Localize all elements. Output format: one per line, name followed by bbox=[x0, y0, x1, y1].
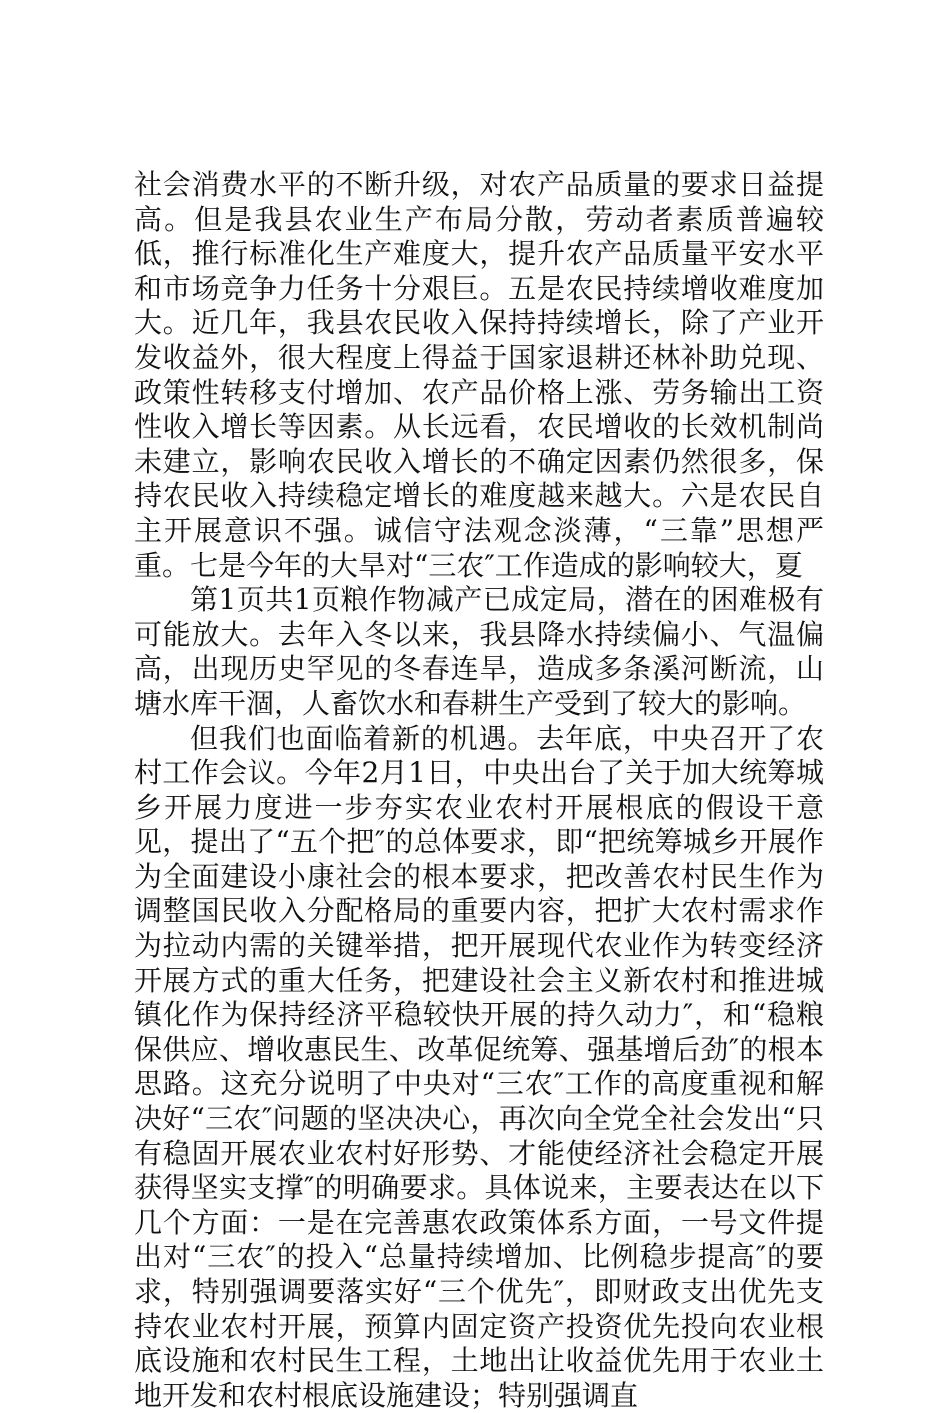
paragraph-new-opportunities: 但我们也面临着新的机遇。去年底，中央召开了农村工作会议。今年2月1日，中央出台了关于加大统筹城乡开展力度进一步夯实农业农村开展根底的假设干意见，提出了“五个把″的总体要求，即“把统筹城乡开展作为全面建设小康社会的根本要求，把改善农村民生作为调整国民收入分配格局的重要内容，把扩大农村需求作为拉动内需的关键举措，把开展现代农业作为转变经济开展方式的重大任务，把建设社会主义新农村和推进城镇化作为保持经济平稳较快开展的持久动力″，和“稳粮保供应、增收惠民生、改革促统筹、强基增后劲″的根本思路。这充分说明了中央对“三农″工作的高度重视和解决好“三农″问题的坚决决心，再次向全党全社会发出“只有稳固开展农业农村好形势、才能使经济社会稳定开展获得坚实支撑″的明确要求。具体说来，主要表达在以下几个方面：一是在完善惠农政策体系方面，一号文件提出对“三农″的投入“总量持续增加、比例稳步提高″的要求，特别强调要落实好“三个优先″，即财政支出优先支持农业农村开展，预算内固定资产投资优先投向农业根底设施和农村民生工程，土地出让收益优先用于农业土地开发和农村根底设施建设；特别强调直 bbox=[134, 722, 824, 1413]
paragraph-continuation: 社会消费水平的不断升级，对农产品质量的要求日益提高。但是我县农业生产布局分散，劳动者素质普遍较低，推行标准化生产难度大，提升农产品质量平安水平和市场竞争力任务十分艰巨。五是农民持续增收难度加大。近几年，我县农民收入保持持续增长，除了产业开发收益外，很大程度上得益于国家退耕还林补助兑现、政策性转移支付增加、农产品价格上涨、劳务输出工资性收入增长等因素。从长远看，农民增收的长效机制尚未建立，影响农民收入增长的不确定因素仍然很多，保持农民收入持续稳定增长的难度越来越大。六是农民自主开展意识不强。诚信守法观念淡薄，“三靠”思想严重。七是今年的大旱对“三农″工作造成的影响较大，夏 bbox=[134, 168, 824, 583]
paragraph-page-footer-continuation: 第1页共1页粮作物减产已成定局，潜在的困难极有可能放大。去年入冬以来，我县降水持续偏小、气温偏高，出现历史罕见的冬春连旱，造成多条溪河断流，山塘水库干涸，人畜饮水和春耕生产受到了较大的影响。 bbox=[134, 583, 824, 721]
document-body bbox=[134, 168, 824, 1413]
